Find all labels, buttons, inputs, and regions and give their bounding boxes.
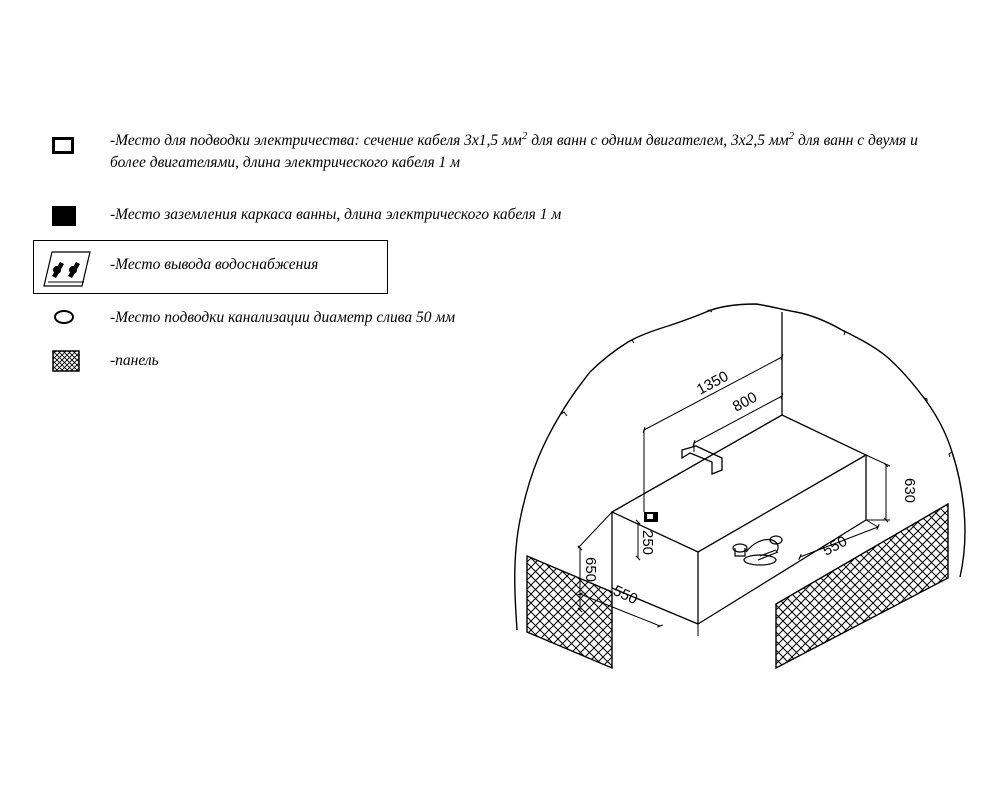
wall-niche-bumps [560, 310, 952, 457]
dim-250-label: 250 [639, 530, 656, 556]
legend-electric-text: -Место для подводки электричества: сечение кабеля 3х1,5 $мм^2$ для ванн с одним двигателем, 3х2,5 $мм^2$ для ванн с двумя и более двигателями, длина электрического кабеля 1 м [110, 129, 918, 171]
legend-ground-text: -Место заземления каркаса ванны, длина электрического кабеля 1 м [110, 206, 562, 223]
dim-1350-label: 1350 [693, 367, 732, 399]
dim-650-label: 650 [582, 557, 599, 583]
legend-panel-text: -панель [110, 352, 159, 369]
socket-marker [644, 512, 658, 522]
panel-right [776, 504, 948, 668]
dim-630-label: 630 [901, 478, 918, 504]
legend-drain-text: -Место подводки канализации диаметр слива 50 мм [110, 309, 456, 326]
dim-630 [866, 455, 890, 520]
dim-550-front-label: 550 [610, 582, 641, 609]
bath-mixer [733, 536, 782, 565]
dim-800-label: 800 [729, 388, 760, 416]
legend-water-text: -Место вывода водоснабжения [110, 256, 319, 273]
dim-550-right-label: 550 [819, 532, 850, 560]
